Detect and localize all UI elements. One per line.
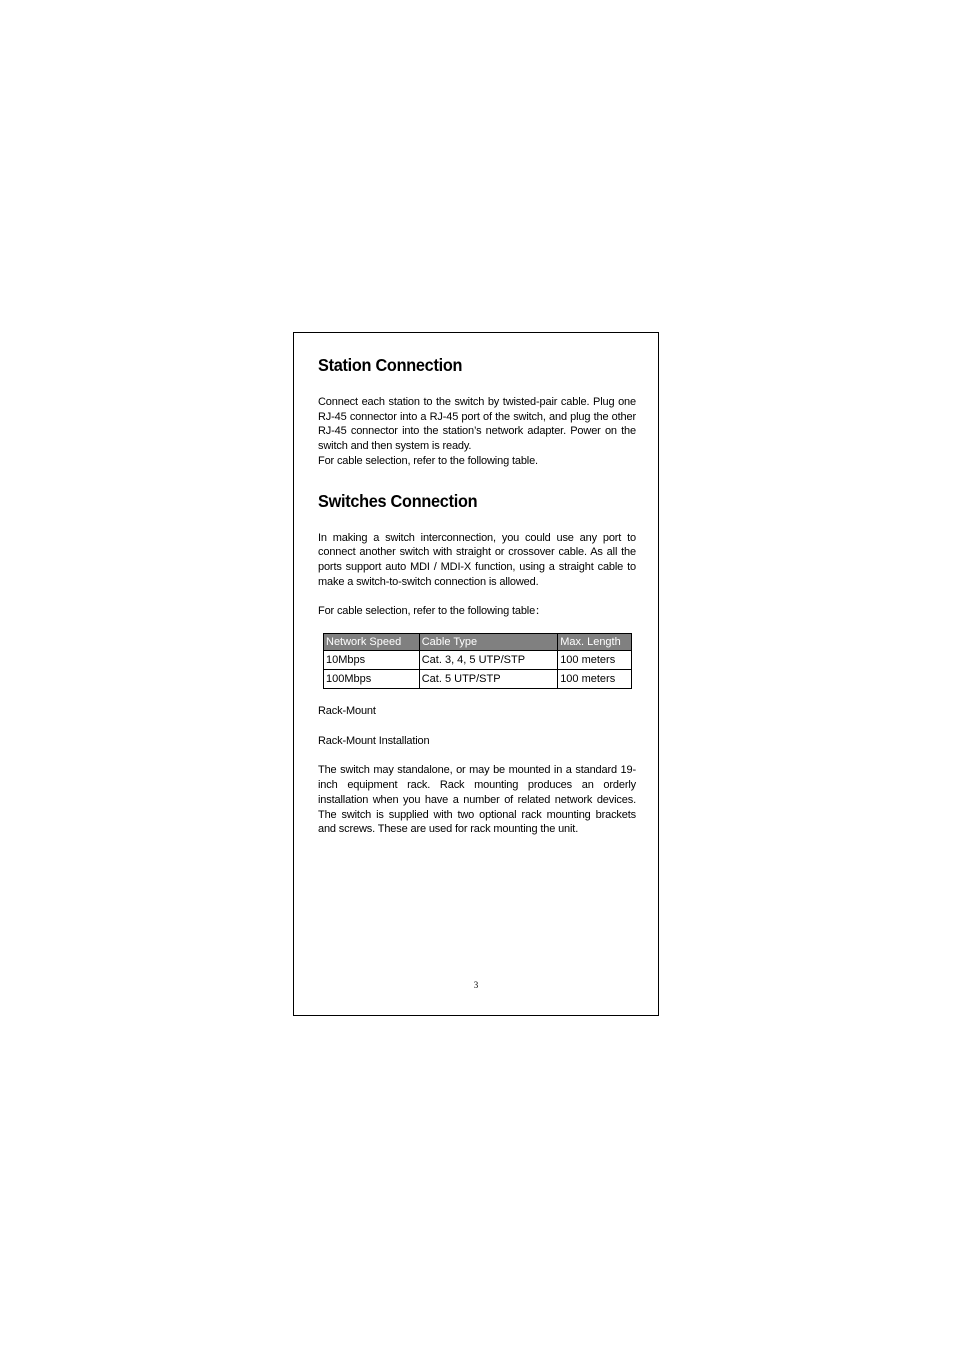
station-connection-title: Station Connection <box>318 355 463 375</box>
cell-cable-type: Cat. 5 UTP/STP <box>419 670 557 689</box>
cell-network-speed: 100Mbps <box>324 670 420 689</box>
rack-mount-body: The switch may standalone, or may be mounted in a standard 19-inch equipment rack. Rack mounting produces an orderly installation when you have a number of related network devices. The switch is supplied with two optional rack mounting brackets and screws. These are used for rack mounting the unit. <box>318 764 636 836</box>
cell-cable-type: Cat. 3, 4, 5 UTP/STP <box>419 651 557 670</box>
cell-max-length: 100 meters <box>558 651 632 670</box>
cell-max-length: 100 meters <box>558 670 632 689</box>
page-number: 3 <box>473 980 479 990</box>
cable-selection-table <box>323 633 632 689</box>
page-content <box>318 355 636 837</box>
header-network-speed: Network Speed <box>324 634 420 651</box>
header-max-length: Max. Length <box>558 634 632 651</box>
switches-connection-title: Switches Connection <box>318 490 478 511</box>
table-header-row <box>324 634 632 651</box>
cell-network-speed: 10Mbps <box>324 651 420 670</box>
station-connection-body: Connect each station to the switch by twisted-pair cable. Plug one RJ-45 connector into a RJ-45 port of the switch, and plug the other RJ-45 connector into the station’s network adapter. Power on the switch and then system is ready. <box>318 396 636 453</box>
switches-connection-note: For cable selection, refer to the following table： <box>318 605 546 618</box>
rack-mount-subheading: Rack-Mount Installation <box>318 734 430 747</box>
rack-mount-heading: Rack-Mount <box>318 705 376 718</box>
table-row <box>324 670 632 689</box>
header-cable-type: Cable Type <box>419 634 557 651</box>
page-frame <box>293 332 659 1016</box>
table-row <box>324 651 632 670</box>
station-connection-note: For cable selection, refer to the following table. <box>318 454 538 467</box>
switches-connection-body: In making a switch interconnection, you could use any port to connect another switch with straight or crossover cable. As all the ports support auto MDI / MDI-X function, using a straight cable to make a switch-to-switch connection is allowed. <box>318 531 636 588</box>
